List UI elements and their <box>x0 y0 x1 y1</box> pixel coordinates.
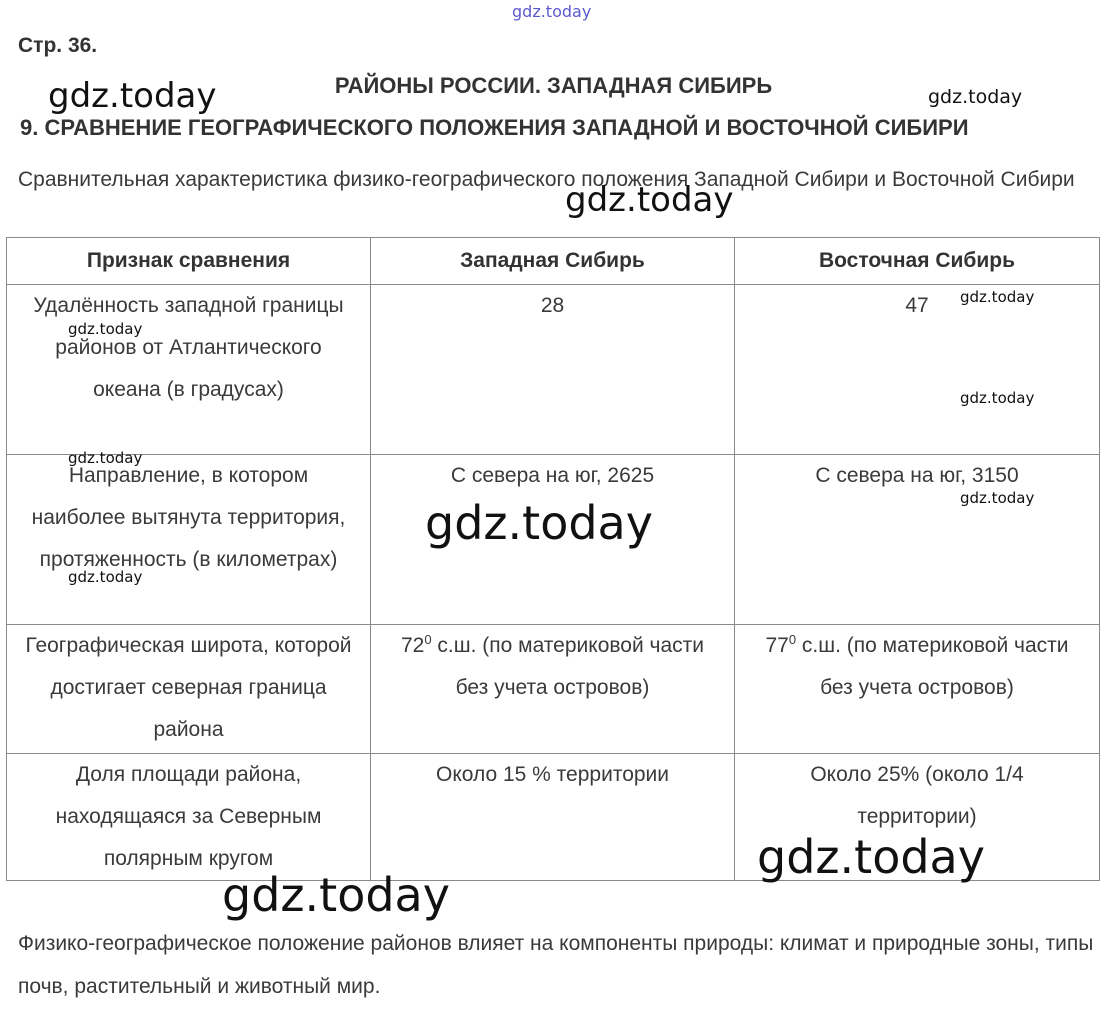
outro-text: Физико-географическое положение районов влияет на компоненты природы: климат и природные зоны, типы почв, растительный и животный мир. <box>18 932 1094 998</box>
intro-text: Сравнительная характеристика физико-географического положения Западной Сибири и Восточной Сибири <box>18 168 1075 191</box>
watermark: gdz.today <box>757 830 985 884</box>
task-title: 9. СРАВНЕНИЕ ГЕОГРАФИЧЕСКОГО ПОЛОЖЕНИЯ ЗАПАДНОЙ И ВОСТОЧНОЙ СИБИРИ <box>20 115 969 140</box>
table-cell: Около 15 % территории <box>371 754 735 881</box>
watermark: gdz.today <box>68 449 143 467</box>
watermark: gdz.today <box>960 489 1035 507</box>
latitude-suffix: с.ш. (по материковой части без учета островов) <box>796 634 1069 699</box>
table-row <box>7 455 1100 625</box>
watermark: gdz.today <box>68 568 143 586</box>
degree-mark: 0 <box>424 632 432 647</box>
table-cell: Доля площади района, находящаяся за Северным полярным кругом <box>7 754 371 881</box>
watermark: gdz.today <box>48 76 217 116</box>
watermark: gdz.today <box>565 180 734 220</box>
watermark: gdz.today <box>222 868 450 922</box>
table-cell <box>371 625 735 754</box>
table-cell <box>735 625 1100 754</box>
latitude-value: 77 <box>765 634 789 657</box>
table-cell: С севера на юг, 3150 <box>735 455 1100 625</box>
table-row <box>7 625 1100 754</box>
table-row <box>7 754 1100 881</box>
watermark-top: gdz.today <box>512 2 592 21</box>
watermark: gdz.today <box>425 496 653 550</box>
table-cell: Удалённость западной границы районов от Атлантического океана (в градусах) <box>7 285 371 455</box>
column-header: Признак сравнения <box>7 238 371 285</box>
watermark: gdz.today <box>928 86 1023 108</box>
watermark: gdz.today <box>68 320 143 338</box>
table-cell: С севера на юг, 2625 <box>371 455 735 625</box>
table-cell: Направление, в котором наиболее вытянута территория, протяженность (в километрах) <box>7 455 371 625</box>
table-cell: 28 <box>371 285 735 455</box>
watermark: gdz.today <box>960 288 1035 306</box>
column-header: Восточная Сибирь <box>735 238 1100 285</box>
latitude-suffix: с.ш. (по материковой части без учета островов) <box>431 634 705 699</box>
table-row <box>7 285 1100 455</box>
table-cell: Географическая широта, которой достигает северная граница района <box>7 625 371 754</box>
watermark: gdz.today <box>960 389 1035 407</box>
latitude-value: 72 <box>400 634 425 657</box>
table-header-row <box>7 238 1100 285</box>
page-number: Стр. 36. <box>18 34 98 57</box>
comparison-table <box>6 237 1100 881</box>
section-title: РАЙОНЫ РОССИИ. ЗАПАДНАЯ СИБИРЬ <box>334 73 773 98</box>
degree-mark: 0 <box>788 632 797 647</box>
column-header: Западная Сибирь <box>371 238 735 285</box>
table-cell: Около 25% (около 1/4 территории) <box>735 754 1100 881</box>
table-cell: 47 <box>735 285 1100 455</box>
